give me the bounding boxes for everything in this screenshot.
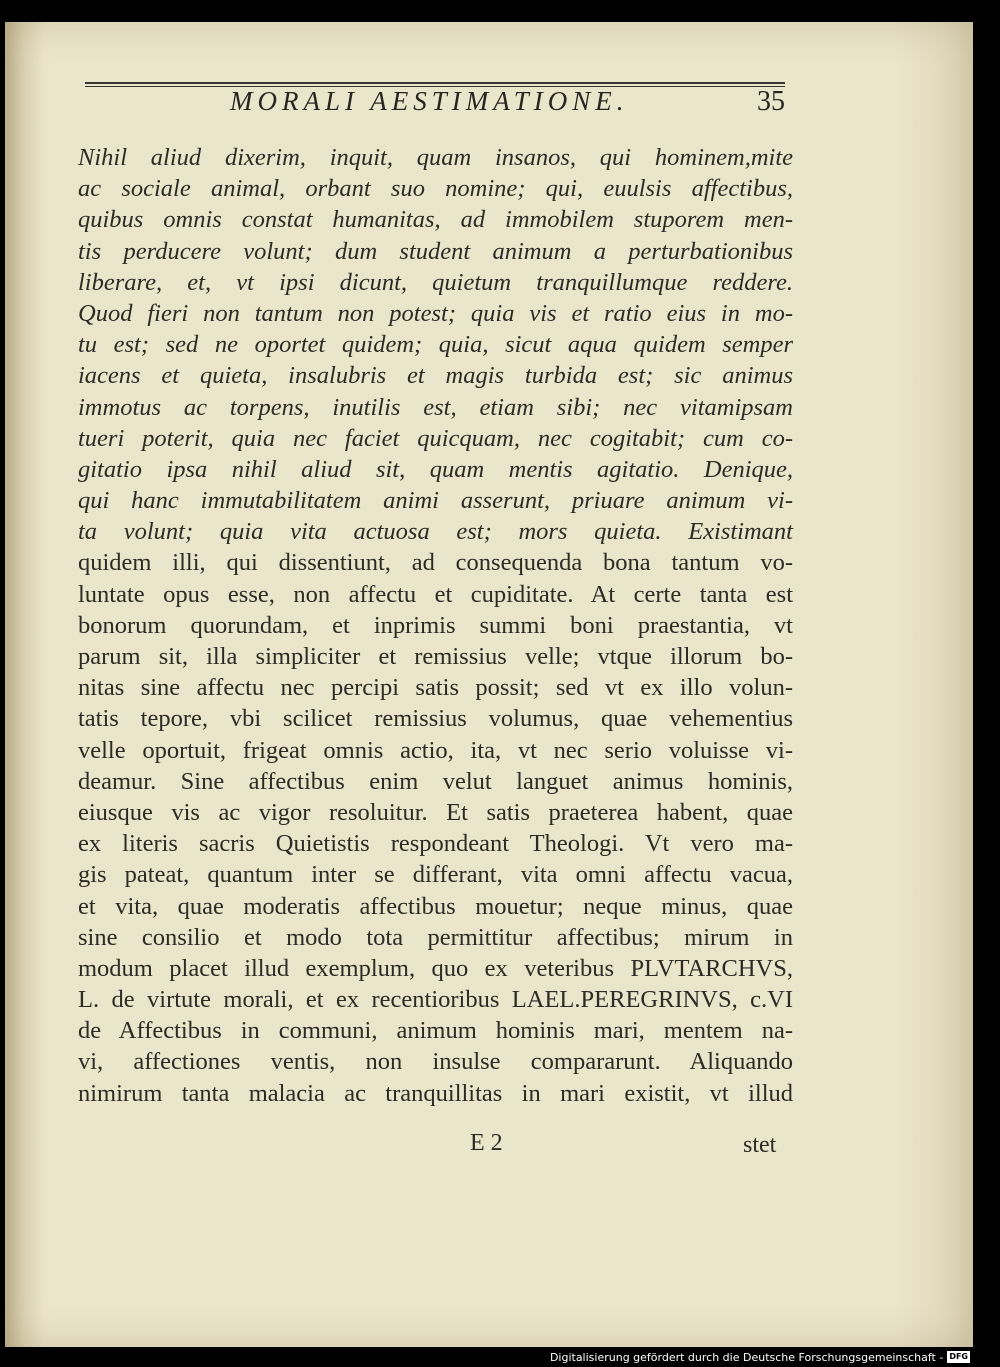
text-line: tu est; sed ne oportet quidem; quia, sicut aqua quidem semper <box>78 331 793 359</box>
text-line: quidem illi, qui dissentiunt, ad consequenda bona tantum vo- <box>78 549 793 577</box>
text-line: ac sociale animal, orbant suo nomine; qui, euulsis affectibus, <box>78 175 793 203</box>
signature-mark: E 2 <box>470 1130 503 1156</box>
header-rule <box>85 82 785 84</box>
dfg-logo-icon: DFG <box>949 1352 968 1361</box>
body-text <box>78 142 793 1109</box>
page-number: 35 <box>757 86 785 117</box>
text-line: ta volunt; quia vita actuosa est; mors quieta. Existimant <box>78 518 793 546</box>
text-line: quibus omnis constat humanitas, ad immobilem stuporem men- <box>78 206 793 234</box>
text-line: tis perducere volunt; dum student animum a perturbationibus <box>78 237 793 265</box>
text-line: liberare, et, vt ipsi dicunt, quietum tranquillumque reddere. <box>78 268 793 296</box>
footer-credit: Digitalisierung gefördert durch die Deutsche Forschungsgemeinschaft - <box>549 1350 944 1364</box>
text-line: Nihil aliud dixerim, inquit, quam insanos, qui hominem,mite <box>78 144 793 171</box>
text-line: sine consilio et modo tota permittitur affectibus; mirum in <box>78 923 793 951</box>
text-line: nimirum tanta malacia ac tranquillitas in mari existit, vt illud <box>78 1079 793 1107</box>
text-line: et vita, quae moderatis affectibus mouetur; neque minus, quae <box>78 892 793 920</box>
text-line: Quod fieri non tantum non potest; quia vis et ratio eius in mo- <box>78 299 793 327</box>
text-line: vi, affectiones ventis, non insulse compararunt. Aliquando <box>78 1048 793 1076</box>
footer-bar <box>550 1347 970 1367</box>
text-line: de Affectibus in communi, animum hominis mari, mentem na- <box>78 1017 793 1045</box>
text-line: luntate opus esse, non affectu et cupiditate. At certe tanta est <box>78 580 793 608</box>
text-line: L. de virtute morali, et ex recentioribus LAEL.PEREGRINVS, c.VI <box>78 986 793 1014</box>
text-line: qui hanc immutabilitatem animi asserunt, priuare animum vi- <box>78 487 793 515</box>
text-line: modum placet illud exemplum, quo ex veteribus PLVTARCHVS, <box>78 954 793 982</box>
text-line: bonorum quorundam, et inprimis summi boni praestantia, vt <box>78 611 793 639</box>
text-line: gitatio ipsa nihil aliud sit, quam mentis agitatio. Denique, <box>78 455 793 483</box>
book-page <box>5 22 973 1347</box>
text-line: immotus ac torpens, inutilis est, etiam sibi; nec vitamipsam <box>78 393 793 421</box>
text-line: eiusque vis ac vigor resoluitur. Et satis praeterea habent, quae <box>78 798 793 826</box>
text-line: tatis tepore, vbi scilicet remissius volumus, quae vehementius <box>78 705 793 733</box>
text-line: iacens et quieta, insalubris et magis turbida est; sic animus <box>78 362 793 390</box>
text-line: parum sit, illa simpliciter et remissius velle; vtque illorum bo- <box>78 643 793 670</box>
text-line: velle oportuit, frigeat omnis actio, ita, vt nec serio voluisse vi- <box>78 736 793 764</box>
catchword: stet <box>743 1132 777 1158</box>
text-line: nitas sine affectu nec percipi satis possit; sed vt ex illo volun- <box>78 674 793 702</box>
running-head: MORALI AESTIMATIONE. <box>230 86 629 116</box>
text-line: ex literis sacris Quietistis respondeant Theologi. Vt vero ma- <box>78 830 793 858</box>
text-line: tueri poterit, quia nec faciet quicquam, nec cogitabit; cum co- <box>78 424 793 452</box>
text-line: deamur. Sine affectibus enim velut languet animus hominis, <box>78 767 793 795</box>
text-line: gis pateat, quantum inter se differant, vita omni affectu vacua, <box>78 861 793 889</box>
